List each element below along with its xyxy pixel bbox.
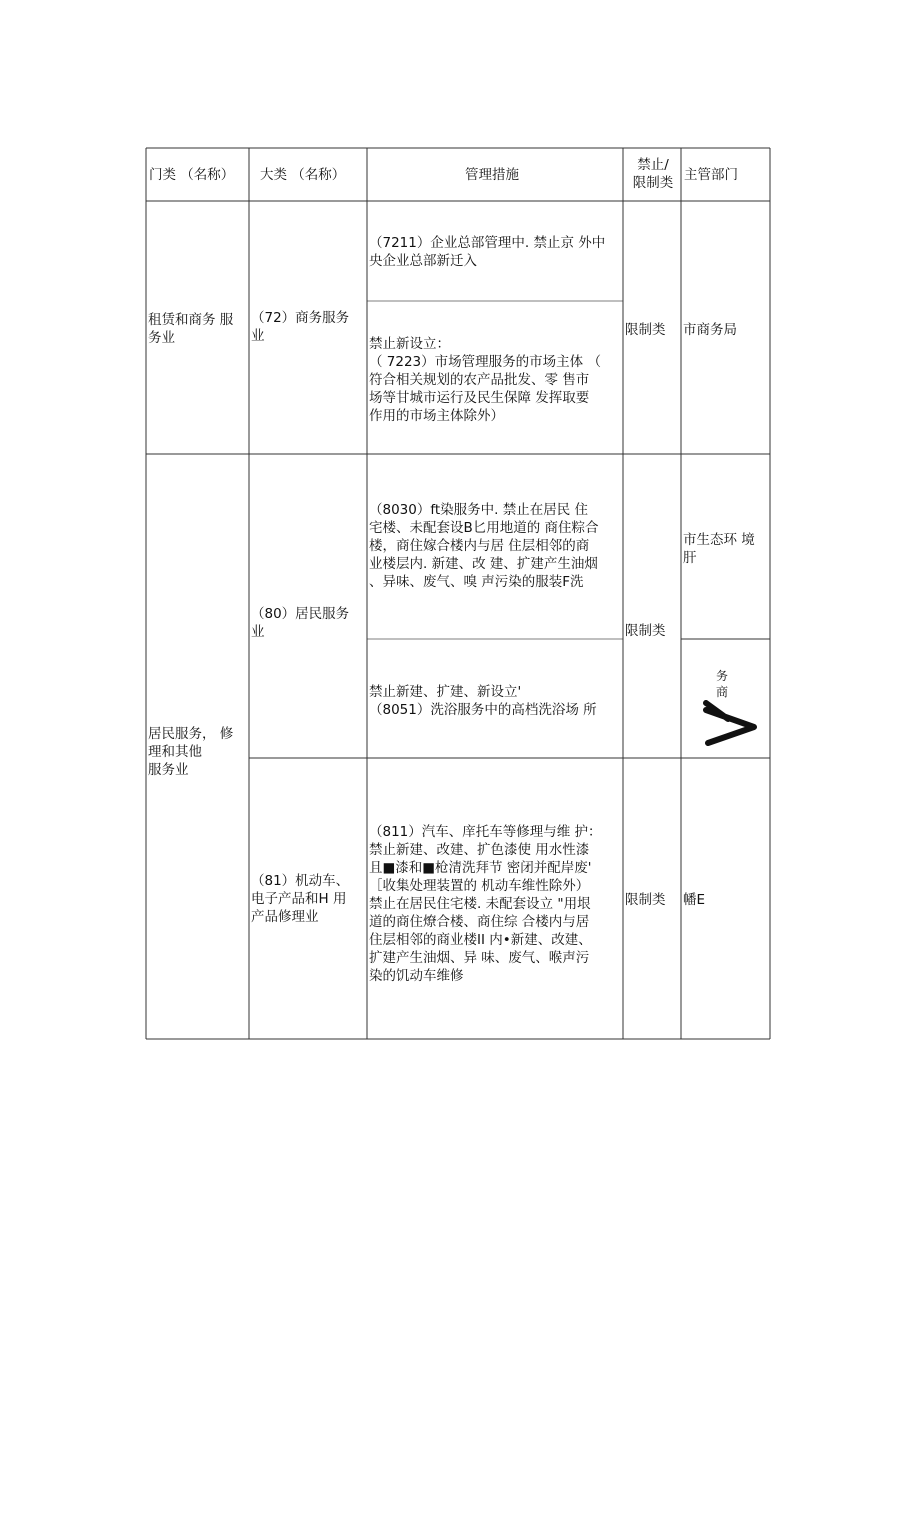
header-authority: 主管部门 bbox=[684, 167, 738, 183]
stamp-characters: 务 商 bbox=[715, 669, 728, 699]
group3-ban-type: 限制类 bbox=[625, 892, 666, 908]
header-category: 门类 （名称） bbox=[149, 167, 235, 183]
group1-major-class: （72）商务服务 业 bbox=[251, 310, 350, 344]
group3-major-class: （81）机动车、 电子产品和H 用 产品修理业 bbox=[251, 873, 350, 925]
group2-authority: 市生态环 境 肝 bbox=[683, 532, 755, 566]
group2-major-class: （80）居民服务 业 bbox=[251, 606, 350, 640]
group2-measure-2: 禁止新建、扩建、新设立' （8051）洗浴服务中的高档洗浴场 所 bbox=[369, 684, 597, 718]
group3-measure-1: （811）汽车、庠托车等修理与维 护： 禁止新建、改建、扩色漆使 用水性漆 且■漆和■枪清洗拜节 密闭并配岸废' ［收集处理装置的 机动车维性除外） 禁止在居民住宅楼. 未配套设立 "用垠 道的商住燎合楼、商住综 合楼内与居 住层相邻的商业楼II 内•新建、改建、 扩建产生油烟、异 味、废气、喉声污 染的饥动车维修 bbox=[369, 824, 602, 984]
stamp-mark-icon bbox=[702, 700, 760, 750]
group1-measure-1: （7211）企业总部管理中. 禁止京 外中 央企业总部新迁入 bbox=[369, 235, 606, 269]
group3-authority: 幡E bbox=[683, 892, 706, 908]
header-measures: 管理措施 bbox=[465, 167, 519, 183]
group1-ban-type: 限制类 bbox=[625, 322, 666, 338]
group2-ban-type: 限制类 bbox=[625, 623, 666, 639]
group1-authority: 市商务局 bbox=[683, 322, 737, 338]
group1-measure-2: 禁止新设立： （ 7223）市场管理服务的市场主体 （ 符合相关规划的农产品批发、零 售市 场等甘城市运行及民生保障 发挥取要 作用的市场主体除外） bbox=[369, 336, 601, 424]
group2-measure-1: （8030）ft染服务中. 禁止在居民 住 宅楼、未配套设B匕用地道的 商住粽合 楼，商住嫁合楼内与居 住层相邻的商 业楼层内. 新建、改 建、扩建产生油烟 、异味、废气、嗅 声污染的服装F洗 bbox=[369, 502, 599, 590]
header-major-class: 大类 （名称） bbox=[260, 167, 346, 183]
header-ban-type: 禁止/ 限制类 bbox=[632, 157, 674, 191]
group2-category: 居民服务， 修 理和其他 服务业 bbox=[148, 726, 234, 778]
group1-category: 租赁和商务 服 务业 bbox=[148, 312, 234, 346]
